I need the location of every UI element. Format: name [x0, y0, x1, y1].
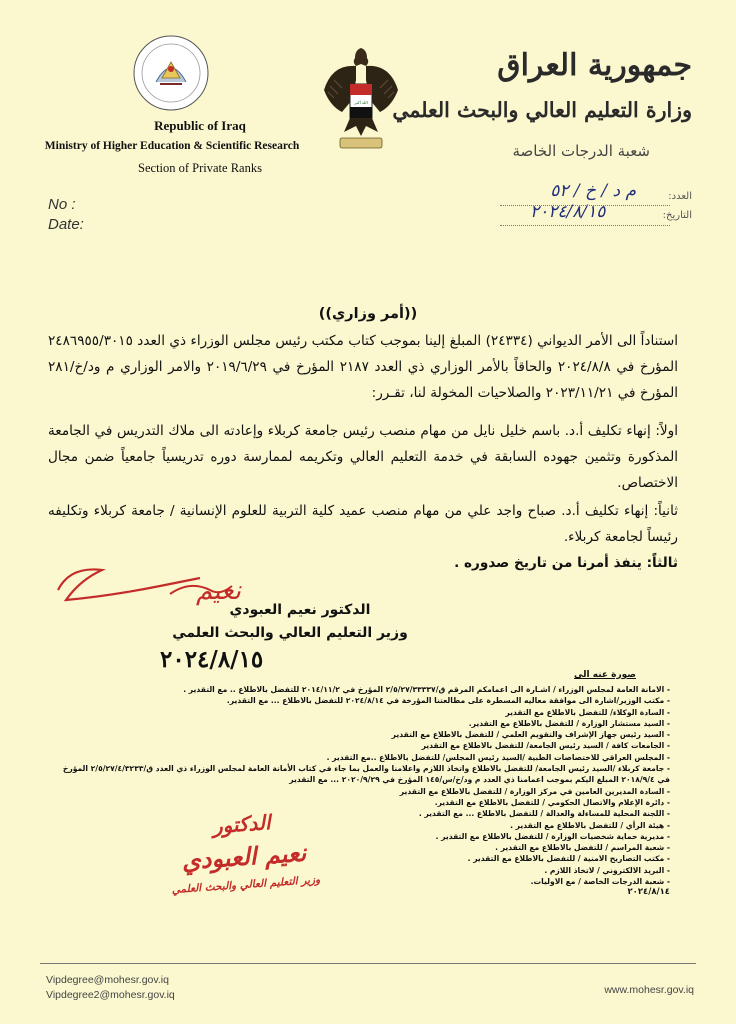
cc-heading: صورة عنه الى	[574, 670, 636, 680]
cc-item: - مديرية حماية شخصيات الوزارة / للتفضل بالاطلاع مع التقدير .	[435, 831, 670, 841]
cc-item: - السادة المديرين العامين في مركز الوزارة / للتفضل بالاطلاع مع التقدير	[399, 786, 670, 796]
cc-list	[50, 684, 670, 899]
cc-item: - هيئة الرأي / للتفضل بالاطلاع مع التقدير .	[510, 820, 670, 830]
number-dotted-line	[500, 205, 670, 206]
ministry-title-en: Ministry of Higher Education & Scientific Research	[44, 140, 300, 152]
date-label: Date:	[48, 216, 84, 233]
clause-second: ثانياً: إنهاء تكليف أ.د. صباح واجد علي من مهام منصب عميد كلية التربية للعلوم الإنسانية / جامعة كربلاء وتكليفه رئيساً لجامعة كربلاء.	[48, 503, 678, 545]
ministry-title-ar: وزارة التعليم العالي والبحث العلمي	[392, 98, 692, 122]
stamp-line-3: وزير التعليم العالي والبحث العلمي	[171, 873, 321, 897]
number-label-ar: العدد:	[668, 191, 692, 202]
stamp-line-2: نعيم العبودي	[180, 837, 308, 876]
date-dotted-line	[500, 225, 670, 226]
cc-date: ٢٠٢٤/٨/١٤	[627, 887, 670, 898]
ministry-logo	[132, 34, 210, 112]
cc-item: - السيد رئيس جهاز الإشراف والتقويم العلمي / للتفضل بالاطلاع مع التقدير	[391, 730, 670, 740]
section-title-en: Section of Private Ranks	[138, 161, 262, 175]
cc-item: - السيد مستشار الوزارة / للتفضل بالاطلاع مع التقدير.	[468, 718, 670, 728]
stamp-line-1: الدكتور	[212, 810, 272, 839]
republic-title: Republic of Iraq	[154, 118, 246, 133]
footer-website[interactable]: www.mohesr.gov.iq	[604, 984, 694, 996]
cc-item: - مكتب التصاريح الامنية / للتفضل بالاطلاع مع التقدير .	[467, 854, 670, 864]
cc-item: - الامانة العامة لمجلس الوزراء / اشـارة الى اعمامكم المرقم ق/٢/٥/٢٧/٣٣٣٣٧ المؤرخ في ٢٠١٤/١١/٢ للتفضل بالاطلاع .. مع التقدير .	[183, 685, 670, 694]
cc-item: - المجلس العراقي للاختصاصات الطبية /السيد رئيس المجلس/ للتفضل بالاطلاع ..مع التقدير .	[326, 752, 670, 762]
date-value: ٢٠٢٤/٨/١٥	[530, 202, 606, 222]
clause-third: ثالثاً: ينفذ أمرنا من تاريخ صدوره .	[454, 555, 678, 571]
signature-date: ٢٠٢٤/٨/١٥	[160, 646, 264, 673]
cc-item: - شعبة الدرجات الخاصة / مع الاوليات.	[530, 877, 670, 887]
section-title-ar: شعبة الدرجات الخاصة	[512, 142, 650, 160]
number-label: No :	[48, 196, 76, 213]
date-label-ar-text: التاريخ	[666, 210, 692, 221]
signatory-position: وزير التعليم العالي والبحث العلمي	[172, 625, 408, 641]
minister-stamp	[166, 807, 324, 937]
cc-item: - اللجنة المحلية للمساءلة والعدالة / للتفضل بالاطلاع ... مع التقدير .	[418, 809, 670, 819]
coat-of-arms-eagle-icon	[322, 40, 400, 160]
cc-item: - البريد الالكتروني / لاتخاذ اللازم .	[544, 865, 670, 875]
cc-item: - مكتب الوزير/اشارة الى موافقة معاليه المسطرة على مطالعتنا المؤرخة في ٢٠٢٤/٨/١٤ للتفضل بالاطلاع ... مع التقدير.	[226, 696, 670, 706]
footer-separator	[40, 963, 696, 964]
cc-item: - جامعة كربلاء /السيد رئيس الجامعة/ للتفضل بالاطلاع واتخاذ اللازم واعلامنا والعمل بما جاء في كتاب الأمانة العامة لمجلس الوزراء ذي العدد ق/٢/٥/٢٧/٤/٣٢٣٣ المؤرخ في ٢٠١٨/٩/٤ المبلغ اليكم بموجب اعمامنا ذي العدد م ود/خ/س/١٤٥ المؤرخ في ٢٠٢٠/٩/٢٩ ... مع التقدير	[62, 764, 670, 785]
intro-paragraph: استناداً الى الأمر الديواني (٢٤٣٣٤) المبلغ إلينا بموجب كتاب مكتب رئيس مجلس الوزراء ذي العدد ٢٤٨٦٩٥٥/٣٠١٥ المؤرخ في ٢٠٢٤/٨/٨ والحاقاً بالأمر الوزاري ذي العدد ٢١٨٧ المؤرخ في ٢٠١٩/٦/٢٩ والامر الوزاري م ود/خ/٢٨١ المؤرخ في ٢٠٢٣/١١/٢١ والصلاحيات المخولة لنا، تقـرر:	[48, 333, 678, 401]
republic-title-ar: جمهورية العراق	[497, 48, 692, 83]
cc-item: - الجامعات كافة / السيد رئيس الجامعة/ للتفضل بالاطلاع مع التقدير	[421, 741, 670, 751]
cc-item: - دائرة الإعلام والاتصال الحكومي / للتفضل بالاطلاع مع التقدير.	[434, 797, 670, 807]
svg-text:الله أكبر: الله أكبر	[354, 100, 368, 105]
number-value: م د / خ / ٥٢	[550, 181, 636, 201]
signature-handwritten: نعيم	[196, 576, 241, 606]
footer-email-1[interactable]: Vipdegree@mohesr.gov.iq	[46, 974, 169, 986]
number-label-ar-text: العدد	[671, 191, 692, 202]
document-title: ((أمر وزاري))	[318, 306, 418, 322]
cc-item: - شعبة المراسم / للتفضل بالاطلاع مع التقدير .	[495, 843, 670, 853]
date-label-ar: التاريخ:	[662, 210, 692, 221]
footer-email-2[interactable]: Vipdegree2@mohesr.gov.iq	[46, 989, 175, 1001]
cc-item: - السادة الوكلاء/ للتفضل بالاطلاع مع التقدير	[505, 707, 670, 717]
clause-first: اولاً: إنهاء تكليف أ.د. باسم خليل نايل من مهام منصب رئيس جامعة كربلاء وإعادته الى ملاك التدريس في الجامعة المذكورة وتثمين جهوده السابقة في خدمة التعليم العالي وتكريمه لممارسة دوره تدريسياً جامعياً ضمن مجال الاختصاص.	[48, 423, 678, 491]
signatory-name: الدكتور نعيم العبودي	[229, 602, 371, 618]
document-body	[48, 328, 678, 576]
